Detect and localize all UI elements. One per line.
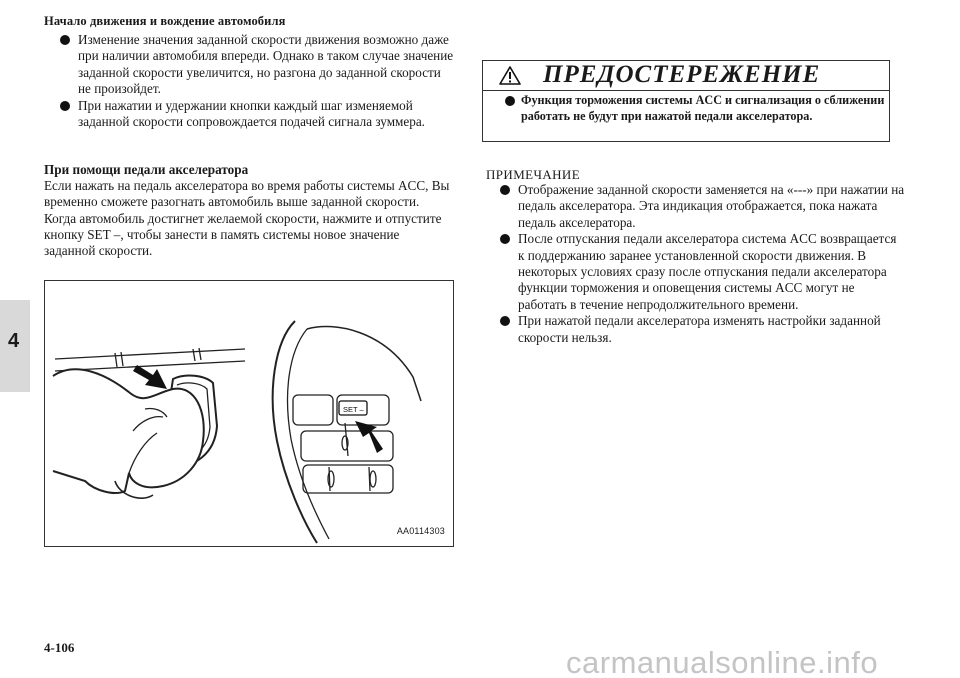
warning-box bbox=[482, 60, 890, 142]
warning-header bbox=[483, 61, 889, 91]
illustration-figure bbox=[44, 280, 454, 547]
warning-title: ПРЕДОСТЕРЕЖЕНИЕ bbox=[543, 61, 821, 88]
page-number: 4-106 bbox=[44, 640, 75, 655]
section-heading: При помощи педали акселератора bbox=[44, 162, 249, 177]
list-item: После отпускания педали акселератора система ACC возвращается к поддержанию заранее установленной скорости движения. В некоторых условиях сразу после отпускания педали акселератора функции торможения и оповещения системы ACC могут не работать в течение непродолжительного времени. bbox=[486, 231, 906, 313]
bullet-dot-icon bbox=[60, 35, 70, 45]
warning-triangle-icon bbox=[499, 66, 521, 85]
note-section bbox=[486, 167, 906, 346]
left-bullet-list bbox=[44, 32, 454, 130]
bullet-dot-icon bbox=[500, 185, 510, 195]
chapter-number: 4 bbox=[8, 330, 20, 352]
bullet-dot-icon bbox=[500, 234, 510, 244]
figure-code: AA0114303 bbox=[396, 526, 445, 536]
watermark: carmanualsonline.info bbox=[566, 645, 879, 678]
list-item: При нажатой педали акселератора изменять настройки заданной скорости нельзя. bbox=[486, 313, 906, 346]
chapter-tab bbox=[0, 300, 30, 392]
set-minus-button-label: SET – bbox=[343, 405, 364, 414]
bullet-dot-icon bbox=[60, 101, 70, 111]
pedal-section bbox=[44, 162, 454, 259]
note-title: ПРИМЕЧАНИЕ bbox=[486, 167, 581, 182]
pedal-and-steering-illustration bbox=[45, 281, 454, 547]
bullet-dot-icon bbox=[505, 96, 515, 106]
warning-bullet-list bbox=[483, 93, 889, 124]
page-header: Начало движения и вождение автомобиля bbox=[44, 14, 286, 28]
bullet-dot-icon bbox=[500, 316, 510, 326]
list-item: При нажатии и удержании кнопки каждый шаг изменяемой заданной скорости сопровождается подачей сигнала зуммера. bbox=[44, 98, 454, 131]
list-item: Функция торможения системы ACC и сигнализация о сближении работать не будут при нажатой педали акселератора. bbox=[483, 93, 889, 124]
list-item: Отображение заданной скорости заменяется на «---» при нажатии на педаль акселератора. Эта индикация отображается, пока нажата педаль акселератора. bbox=[486, 182, 906, 231]
note-bullet-list bbox=[486, 182, 906, 346]
list-item: Изменение значения заданной скорости движения возможно даже при наличии автомобиля впереди. Однако в таком случае значение заданной скорости увеличится, но разгона до заданной скорости не произойдет. bbox=[44, 32, 454, 98]
paragraph: Когда автомобиль достигнет желаемой скорости, нажмите и отпустите кнопку SET –, чтобы занести в память системы новое значение заданной скорости. bbox=[44, 210, 442, 259]
paragraph: Если нажать на педаль акселератора во время работы системы ACC, Вы временно сможете разогнать автомобиль выше заданной скорости. bbox=[44, 178, 450, 210]
